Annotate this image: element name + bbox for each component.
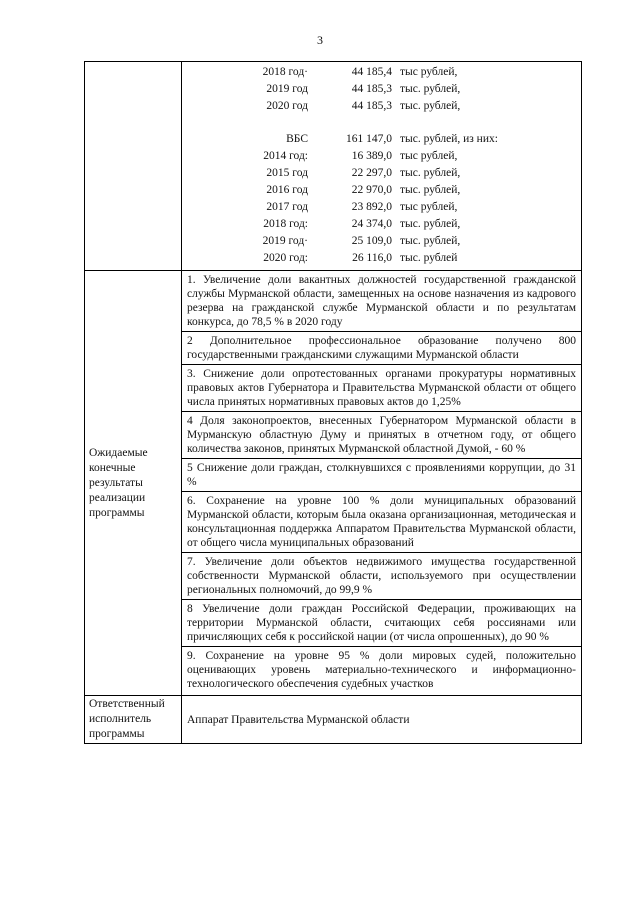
result-item: 5 Снижение доли граждан, столкнувшихся с проявлениями коррупции, до 31 % xyxy=(187,462,576,488)
results-label-cell xyxy=(85,271,182,696)
result-cell xyxy=(182,412,582,459)
financing-unit: тыс. рублей, xyxy=(400,167,461,179)
financing-unit: тыс рублей, xyxy=(400,66,458,78)
financing-vbs-amount: 161 147,0 xyxy=(346,133,392,145)
result-cell xyxy=(182,600,582,647)
financing-amount: 24 374,0 xyxy=(351,218,392,230)
responsible-value: Аппарат Правительства Мурманской области xyxy=(182,696,582,744)
financing-list xyxy=(182,62,581,270)
financing-amount: 22 970,0 xyxy=(351,184,392,196)
result-item: 1. Увеличение доли вакантных должностей государственной гражданской службы Мурманской области, замещенных на основе назначения из кадрового резерва на гражданской службе Мурманской области и по результатам конкурса, до 78,5 % в 2020 году xyxy=(187,274,576,328)
financing-year: 2019 год· xyxy=(262,235,308,247)
financing-amount: 23 892,0 xyxy=(351,201,392,213)
result-item: 2 Дополнительное профессиональное образование получено 800 государственными гражданскими служащими Мурманской области xyxy=(187,335,576,361)
financing-line xyxy=(182,148,581,165)
financing-unit: тыс рублей, xyxy=(400,201,458,213)
result-cell xyxy=(182,271,582,332)
result-item: 4 Доля законопроектов, внесенных Губернатором Мурманской области в Мурманскую областную Думу и принятых в отчетном году, от общего количества законов, принятых Мурманской областной Думой, - 60 % xyxy=(187,415,576,455)
financing-gap xyxy=(182,115,581,131)
result-cell xyxy=(182,647,582,696)
financing-amount: 44 185,3 xyxy=(351,83,392,95)
responsible-row xyxy=(85,696,582,744)
financing-line xyxy=(182,98,581,115)
result-item: 9. Сохранение на уровне 95 % доли мировых судей, положительно оценивающих уровень материально-технического и информационно-технологического обеспечения судебных участков xyxy=(187,650,576,690)
financing-unit: тыс. рублей xyxy=(400,252,458,264)
responsible-label-cell xyxy=(85,696,182,744)
financing-vbs-label: ВБС xyxy=(286,133,308,145)
financing-year: 2018 год: xyxy=(263,218,308,230)
result-cell xyxy=(182,459,582,492)
program-passport-table xyxy=(84,61,582,744)
financing-amount: 16 389,0 xyxy=(351,150,392,162)
financing-cell xyxy=(182,62,582,271)
financing-year: 2019 год xyxy=(266,83,308,95)
financing-year: 2020 год: xyxy=(263,252,308,264)
financing-amount: 44 185,4 xyxy=(351,66,392,78)
financing-row xyxy=(85,62,582,271)
result-row xyxy=(85,271,582,332)
financing-line xyxy=(182,250,581,267)
financing-vbs-unit: тыс. рублей, из них: xyxy=(400,133,498,145)
financing-year: 2017 год xyxy=(266,201,308,213)
financing-line xyxy=(182,216,581,233)
financing-unit: тыс. рублей, xyxy=(400,218,461,230)
financing-unit: тыс. рублей, xyxy=(400,184,461,196)
financing-label-cell xyxy=(85,62,182,271)
financing-amount: 44 185,3 xyxy=(351,100,392,112)
financing-year: 2014 год: xyxy=(263,150,308,162)
financing-line xyxy=(182,233,581,250)
result-cell xyxy=(182,365,582,412)
financing-unit: тыс. рублей, xyxy=(400,100,461,112)
financing-vbs-line xyxy=(182,131,581,148)
financing-amount: 22 297,0 xyxy=(351,167,392,179)
financing-year: 2020 год xyxy=(266,100,308,112)
financing-line xyxy=(182,81,581,98)
financing-amount: 25 109,0 xyxy=(351,235,392,247)
page-number: 3 xyxy=(317,33,323,47)
financing-unit: тыс. рублей, xyxy=(400,235,461,247)
financing-year: 2018 год· xyxy=(262,66,308,78)
result-item: 8 Увеличение доли граждан Российской Федерации, проживающих на территории Мурманской области, считающих себя россиянами или причисляющих себя к российской нации (от числа опрошенных), до 90 % xyxy=(187,603,576,643)
financing-line xyxy=(182,199,581,216)
financing-amount: 26 116,0 xyxy=(352,252,392,264)
financing-line xyxy=(182,165,581,182)
result-item: 3. Снижение доли опротестованных органами прокуратуры нормативных правовых актов Губернатора и Правительства Мурманской области от общего числа принятых нормативных правовых актов до 1,25% xyxy=(187,368,576,408)
financing-line xyxy=(182,182,581,199)
financing-unit: тыс рублей, xyxy=(400,150,458,162)
financing-year: 2015 год xyxy=(266,167,308,179)
financing-year: 2016 год xyxy=(266,184,308,196)
financing-unit: тыс. рублей, xyxy=(400,83,461,95)
result-item: 7. Увеличение доли объектов недвижимого имущества государственной собственности Мурманской области, используемого при осуществлении региональных полномочий, до 99,9 % xyxy=(187,556,576,596)
financing-line xyxy=(182,64,581,81)
result-item: 6. Сохранение на уровне 100 % доли муниципальных образований Мурманской области, которым была оказана организационная, методическая и консультационная поддержка Аппаратом Правительства Мурманской области, от общего числа муниципальных образований xyxy=(187,495,576,549)
responsible-label: Ответственный исполнитель программы xyxy=(89,698,165,740)
result-cell xyxy=(182,553,582,600)
results-label: Ожидаемые конечные результаты реализации программы xyxy=(89,446,148,519)
result-cell xyxy=(182,492,582,553)
result-cell xyxy=(182,332,582,365)
